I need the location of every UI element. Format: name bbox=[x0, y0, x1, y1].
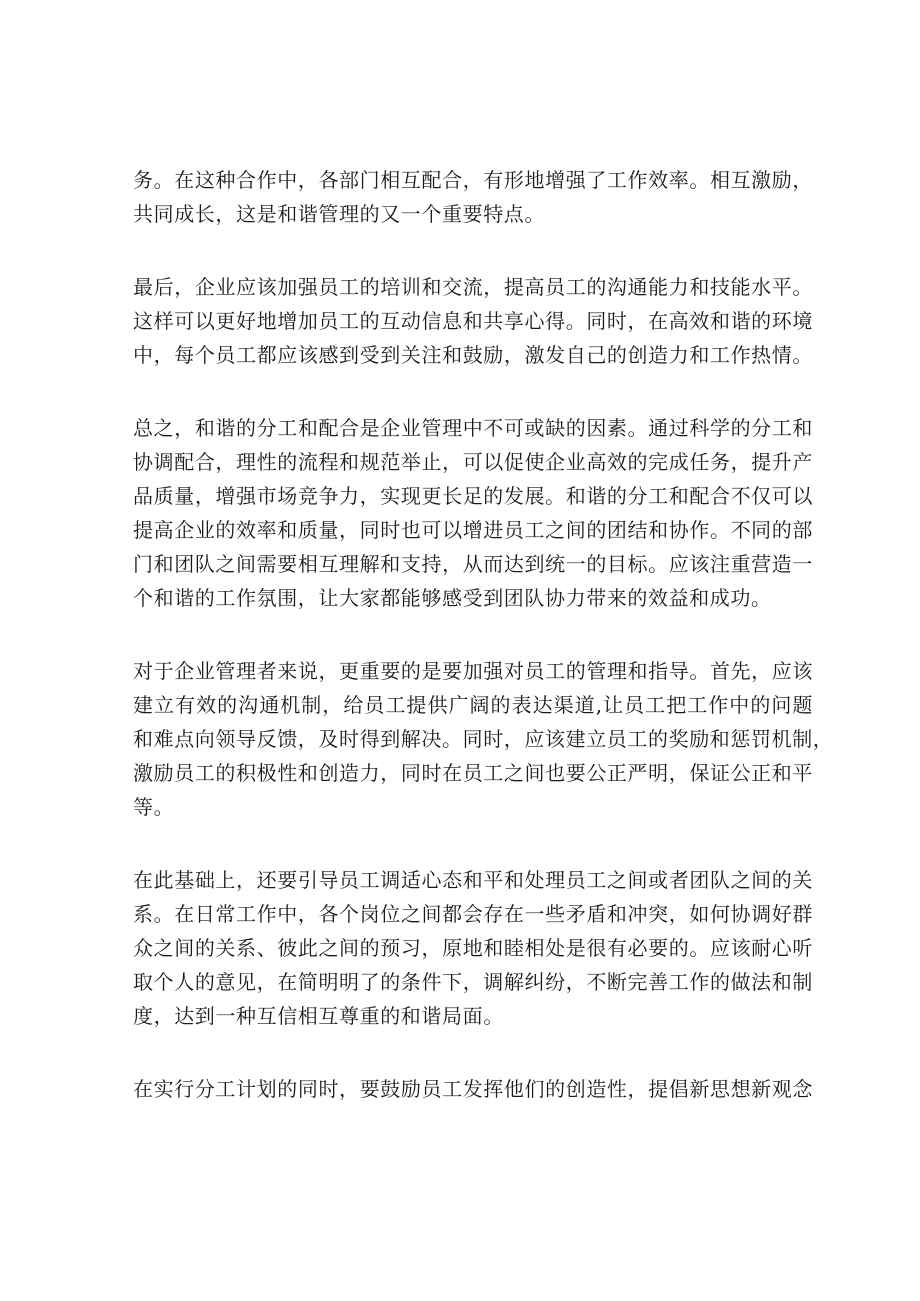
paragraph-1 bbox=[133, 163, 813, 231]
text-line: 中，每个员工都应该感到受到关注和鼓励，激发自己的创造力和工作热情。 bbox=[133, 343, 813, 367]
text-line: 总之，和谐的分工和配合是企业管理中不可或缺的因素。通过科学的分工和 bbox=[133, 416, 813, 440]
text-line: 最后，企业应该加强员工的培训和交流，提高员工的沟通能力和技能水平。 bbox=[133, 275, 813, 299]
text-line: 务。在这种合作中，各部门相互配合，有形地增强了工作效率。相互激励， bbox=[133, 168, 813, 192]
text-line: 对于企业管理者来说，更重要的是要加强对员工的管理和指导。首先，应该 bbox=[133, 659, 813, 683]
paragraph-2 bbox=[133, 270, 813, 372]
text-line: 取个人的意见，在简明明了的条件下，调解纠纷，不断完善工作的做法和制 bbox=[133, 970, 813, 994]
text-line: 共同成长，这是和谐管理的又一个重要特点。 bbox=[133, 202, 545, 226]
paragraph-5 bbox=[133, 863, 813, 1033]
paragraph-3 bbox=[133, 411, 813, 615]
paragraph-6 bbox=[133, 1072, 813, 1106]
text-line: 众之间的关系、彼此之间的预习，原地和睦相处是很有必要的。应该耐心听 bbox=[133, 936, 813, 960]
document-body bbox=[133, 163, 834, 1145]
text-line: 系。在日常工作中，各个岗位之间都会存在一些矛盾和冲突，如何协调好群 bbox=[133, 902, 813, 926]
text-line: 和难点向领导反馈，及时得到解决。同时，应该建立员工的奖励和惩罚机制， bbox=[133, 727, 834, 751]
text-line: 提高企业的效率和质量，同时也可以增进员工之间的团结和协作。不同的部 bbox=[133, 518, 813, 542]
text-line: 这样可以更好地增加员工的互动信息和共享心得。同时，在高效和谐的环境 bbox=[133, 309, 813, 333]
text-line: 建立有效的沟通机制，给员工提供广阔的表达渠道,让员工把工作中的问题 bbox=[133, 693, 813, 717]
text-line: 门和团队之间需要相互理解和支持，从而达到统一的目标。应该注重营造一 bbox=[133, 552, 813, 576]
text-line: 在此基础上，还要引导员工调适心态和平和处理员工之间或者团队之间的关 bbox=[133, 868, 813, 892]
text-line: 个和谐的工作氛围，让大家都能够感受到团队协力带来的效益和成功。 bbox=[133, 586, 772, 610]
text-line: 协调配合，理性的流程和规范举止，可以促使企业高效的完成任务，提升产 bbox=[133, 450, 813, 474]
paragraph-4 bbox=[133, 654, 834, 824]
text-line: 度，达到一种互信相互尊重的和谐局面。 bbox=[133, 1004, 504, 1028]
text-line: 品质量，增强市场竞争力，实现更长足的发展。和谐的分工和配合不仅可以 bbox=[133, 484, 813, 508]
text-line: 在实行分工计划的同时，要鼓励员工发挥他们的创造性，提倡新思想新观念 bbox=[133, 1077, 813, 1101]
text-line: 等。 bbox=[133, 795, 175, 819]
text-line: 激励员工的积极性和创造力，同时在员工之间也要公正严明，保证公正和平 bbox=[133, 761, 813, 785]
